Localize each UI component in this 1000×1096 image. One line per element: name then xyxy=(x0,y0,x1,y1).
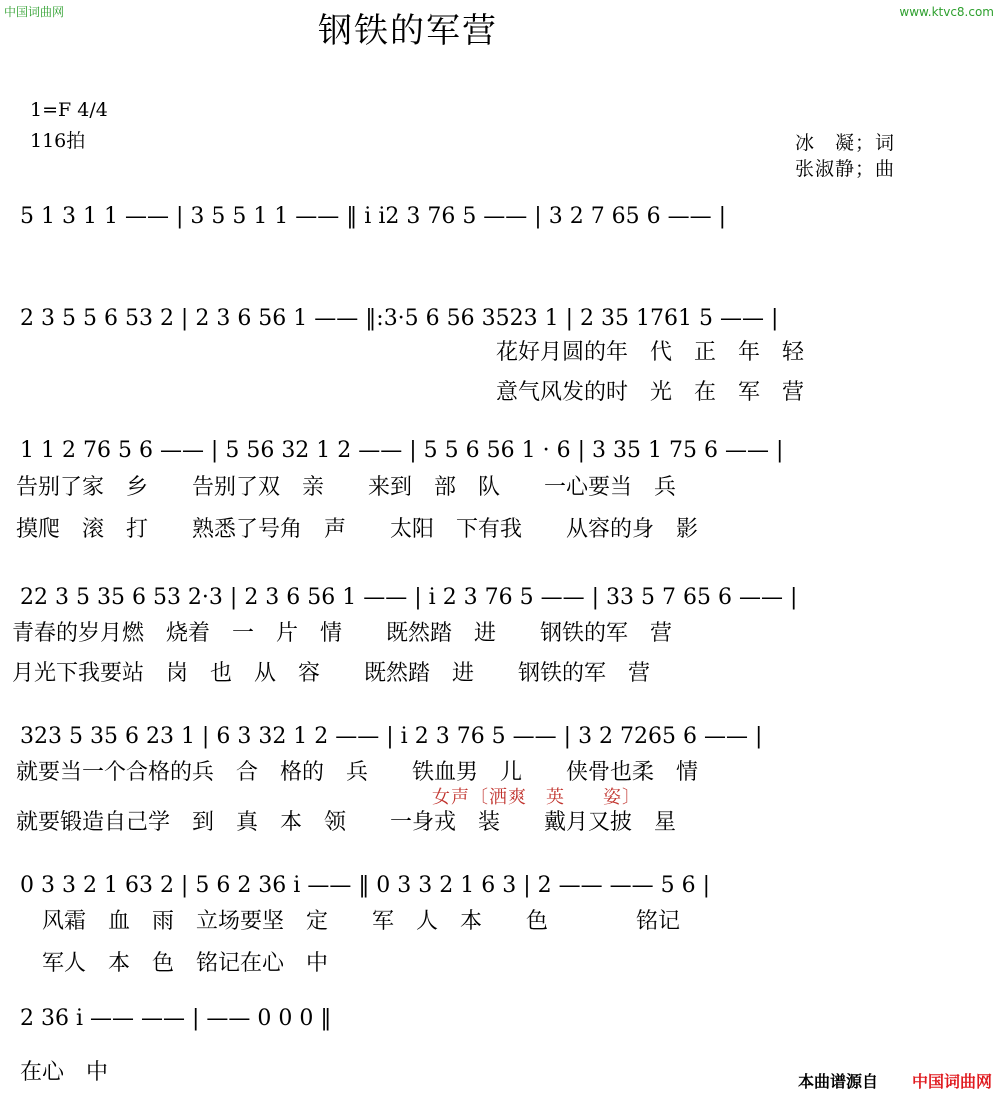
watermark-left: 中国词曲网 xyxy=(4,5,65,19)
composer-credit: 张淑静；曲 xyxy=(795,158,896,180)
lyrics-row-3-verse-1: 告别了家 乡 告别了双 亲 来到 部 队 一心要当 兵 xyxy=(16,475,677,500)
notes-row-5: 323 5 35 6 23 1 | 6 3 32 1 2 —— | i 2 3 76 5 —— | 3 2 7265 6 —— | xyxy=(20,724,763,749)
notes-row-2: 2 3 5 5 6 53 2 | 2 3 6 56 1 —— ‖:3·5 6 56 3523 1 | 2 35 1761 5 —— | xyxy=(20,306,779,331)
notes-row-4: 22 3 5 35 6 53 2·3 | 2 3 6 56 1 —— | i 2 3 76 5 —— | 33 5 7 65 6 —— | xyxy=(20,585,798,610)
tempo: 116拍 xyxy=(30,130,86,152)
notes-row-7: 2 36 i —— —— | —— 0 0 0 ‖ xyxy=(20,1006,332,1031)
lyrics-row-6-verse-2: 军人 本 色 铭记在心 中 xyxy=(42,951,329,976)
lyrics-row-4-verse-2: 月光下我要站 岗 也 从 容 既然踏 进 钢铁的军 营 xyxy=(12,661,651,686)
footer-site-link[interactable]: 中国词曲网 xyxy=(911,1072,992,1091)
notes-row-3: 1 1 2 76 5 6 —— | 5 56 32 1 2 —— | 5 5 6 56 1 · 6 | 3 35 1 75 6 —— | xyxy=(20,438,784,463)
lyricist-credit: 冰 凝；词 xyxy=(795,132,896,154)
lyrics-row-7-verse-1: 在心 中 xyxy=(20,1060,109,1085)
lyrics-row-2-verse-1: 花好月圆的年 代 正 年 轻 xyxy=(496,340,805,365)
lyrics-row-6-verse-1: 风霜 血 雨 立场要坚 定 军 人 本 色 铭记 xyxy=(42,909,681,934)
lyrics-row-3-verse-2: 摸爬 滚 打 熟悉了号角 声 太阳 下有我 从容的身 影 xyxy=(16,517,699,542)
notes-row-6: 0 3 3 2 1 63 2 | 5 6 2 36 i —— ‖ 0 3 3 2 1 6 3 | 2 —— —— 5 6 | xyxy=(20,873,711,898)
watermark-right: www.ktvc8.com xyxy=(899,5,994,19)
footer-source: 本曲谱源自 xyxy=(797,1072,878,1091)
lyrics-row-4-verse-1: 青春的岁月燃 烧着 一 片 情 既然踏 进 钢铁的军 营 xyxy=(12,621,673,646)
lyrics-row-2-verse-2: 意气风发的时 光 在 军 营 xyxy=(496,380,805,405)
key-signature: 1=F 4/4 xyxy=(30,99,108,121)
lyrics-row-5-verse-2: 就要锻造自己学 到 真 本 领 一身戎 装 戴月又披 星 xyxy=(16,810,677,835)
lyrics-row-5-verse-1: 就要当一个合格的兵 合 格的 兵 铁血男 儿 侠骨也柔 情 xyxy=(16,760,699,785)
notes-row-1: 5 1 3 1 1 —— | 3 5 5 1 1 —— ‖ i i2 3 76 5 —— | 3 2 7 65 6 —— | xyxy=(20,204,727,229)
page-title: 钢铁的军营 xyxy=(318,11,498,51)
performance-annotation: 女声〔洒爽 英 姿〕 xyxy=(432,787,641,808)
